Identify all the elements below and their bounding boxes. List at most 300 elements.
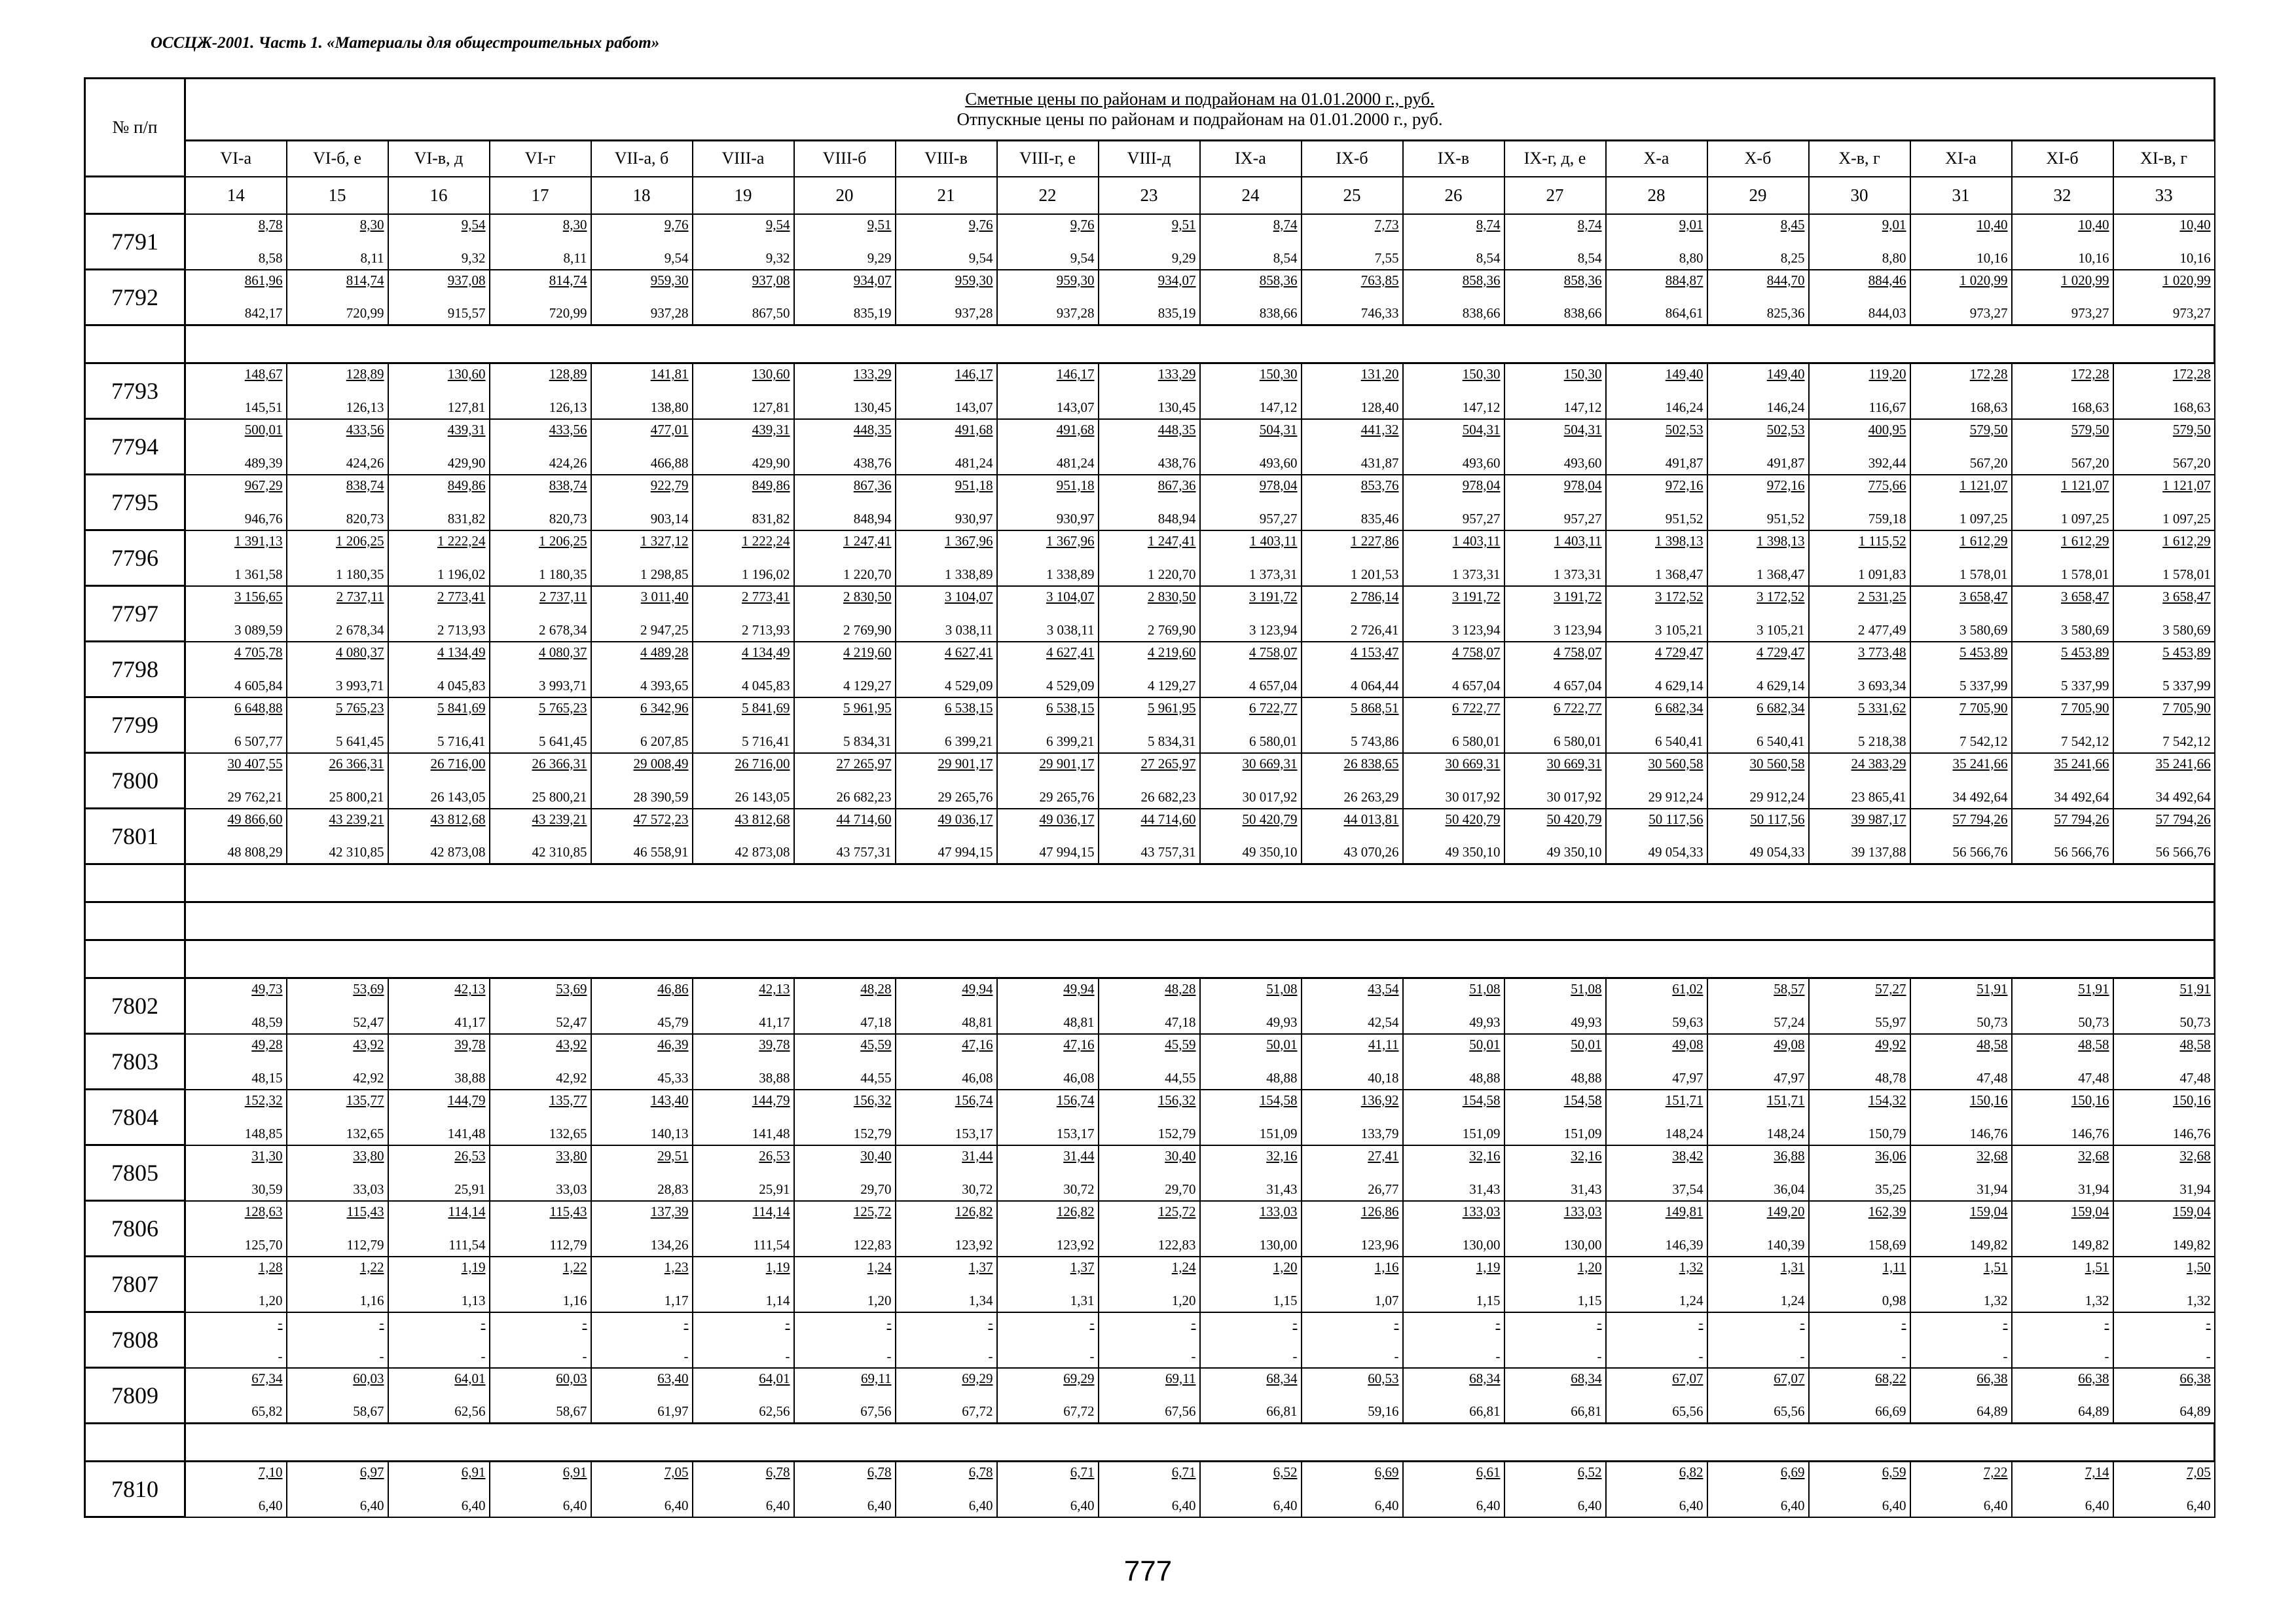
region-column-header: VIII-б <box>794 141 896 177</box>
price-cell <box>1504 1034 1606 1090</box>
estimate-price: 9,54 <box>461 216 486 232</box>
estimate-price: 853,76 <box>1360 477 1399 493</box>
price-cell <box>2012 1257 2113 1312</box>
release-price: 43 757,31 <box>836 844 892 860</box>
release-price: 3 089,59 <box>234 621 283 638</box>
price-cell <box>2113 1462 2215 1517</box>
release-price: 29,70 <box>1165 1181 1196 1197</box>
release-price: 29,70 <box>860 1181 892 1197</box>
price-cell <box>1403 214 1504 270</box>
release-price: 143,07 <box>955 399 993 415</box>
release-price: 61,97 <box>657 1403 689 1419</box>
estimate-price: - <box>1901 1314 1906 1331</box>
price-cell <box>1200 978 1302 1034</box>
price-cell <box>693 214 794 270</box>
estimate-price: 50,01 <box>1266 1036 1298 1052</box>
estimate-price: 5 331,62 <box>1858 699 1906 716</box>
price-cell <box>896 270 997 325</box>
estimate-price: 1 222,24 <box>742 532 790 549</box>
release-price: - <box>1495 1348 1501 1364</box>
table-row <box>85 1145 2215 1201</box>
estimate-price: 1 327,12 <box>640 532 689 549</box>
price-cell <box>1403 1201 1504 1257</box>
estimate-price: 151,71 <box>1665 1092 1704 1108</box>
price-cell <box>693 586 794 642</box>
estimate-price: 4 489,28 <box>640 644 689 660</box>
release-price: 1 097,25 <box>1959 510 2008 526</box>
estimate-price: 6 682,34 <box>1655 699 1704 716</box>
estimate-price: 838,74 <box>346 477 384 493</box>
estimate-price: 1,16 <box>1374 1259 1399 1275</box>
estimate-price: 32,68 <box>1977 1147 2008 1164</box>
release-price: 56 566,76 <box>2054 844 2109 860</box>
release-price: 424,26 <box>549 454 587 471</box>
price-cell <box>490 586 591 642</box>
price-cell <box>1707 586 1809 642</box>
price-cell <box>2113 363 2215 419</box>
release-price: - <box>1901 1348 1906 1364</box>
release-price: 930,97 <box>1056 510 1095 526</box>
price-cell <box>185 1090 287 1145</box>
estimate-price: 1 612,29 <box>2162 532 2211 549</box>
region-column-header: XI-б <box>2012 141 2113 177</box>
price-cell <box>997 1201 1099 1257</box>
estimate-price: 135,77 <box>346 1092 384 1108</box>
price-cell <box>1099 1257 1200 1312</box>
estimate-price: 69,29 <box>962 1370 993 1386</box>
estimate-price: 1,32 <box>1679 1259 1704 1275</box>
row-number: 7810 <box>85 1462 185 1517</box>
price-cell <box>1200 1201 1302 1257</box>
release-price: 42,92 <box>353 1069 384 1086</box>
estimate-price: - <box>785 1314 790 1331</box>
estimate-price: 50 117,56 <box>1750 811 1805 827</box>
release-price: 9,54 <box>1070 249 1095 266</box>
estimate-price: - <box>683 1314 689 1331</box>
release-price: 10,16 <box>2179 249 2211 266</box>
region-column-header: XI-а <box>1910 141 2012 177</box>
price-cell <box>896 1312 997 1368</box>
estimate-price: 69,29 <box>1063 1370 1095 1386</box>
price-cell <box>185 753 287 809</box>
release-price: 491,87 <box>1665 454 1704 471</box>
release-price: 42,92 <box>556 1069 587 1086</box>
release-price: 6 540,41 <box>1655 733 1704 749</box>
release-price: 147,12 <box>1259 399 1298 415</box>
release-price: 143,07 <box>1056 399 1095 415</box>
column-number-blank <box>85 177 185 214</box>
estimate-price: 49 036,17 <box>1039 811 1095 827</box>
estimate-price: 154,32 <box>1868 1092 1906 1108</box>
estimate-price: 149,40 <box>1766 366 1805 382</box>
price-cell <box>693 270 794 325</box>
price-cell <box>185 1257 287 1312</box>
price-cell <box>490 753 591 809</box>
estimate-price: 58,57 <box>1774 981 1805 997</box>
release-price: 26 263,29 <box>1343 788 1399 805</box>
release-price: 147,12 <box>1462 399 1501 415</box>
estimate-price: 502,53 <box>1665 421 1704 437</box>
estimate-price: 884,87 <box>1665 272 1704 288</box>
estimate-price: 1 115,52 <box>1858 532 1906 549</box>
estimate-price: 4 080,37 <box>336 644 384 660</box>
price-cell <box>388 978 490 1034</box>
price-cell <box>287 1034 388 1090</box>
release-price: 149,82 <box>1969 1236 2008 1253</box>
price-cell <box>1504 530 1606 586</box>
row-number: 7807 <box>85 1257 185 1312</box>
estimate-price: 504,31 <box>1259 421 1298 437</box>
estimate-price: 959,30 <box>955 272 993 288</box>
release-price: 957,27 <box>1259 510 1298 526</box>
estimate-price: 150,16 <box>1969 1092 2008 1108</box>
blank-row <box>85 1424 2215 1462</box>
release-price: 491,87 <box>1766 454 1805 471</box>
release-price: 62,56 <box>454 1403 486 1419</box>
price-cell <box>1809 753 1910 809</box>
price-cell <box>1200 214 1302 270</box>
release-price: 148,24 <box>1766 1125 1805 1141</box>
estimate-price: 6 538,15 <box>945 699 993 716</box>
price-cell <box>490 1368 591 1424</box>
release-price: 134,26 <box>650 1236 689 1253</box>
estimate-price: 146,17 <box>955 366 993 382</box>
release-price: 30,59 <box>251 1181 283 1197</box>
estimate-price: 47,16 <box>962 1036 993 1052</box>
estimate-price: 26 716,00 <box>430 755 486 771</box>
price-cell <box>1606 1145 1707 1201</box>
release-price: 1,15 <box>1273 1292 1298 1308</box>
estimate-price: 44 013,81 <box>1343 811 1399 827</box>
release-price: 26 143,05 <box>735 788 790 805</box>
release-price: 37,54 <box>1672 1181 1704 1197</box>
release-price: 838,66 <box>1462 305 1501 321</box>
estimate-price: 26,53 <box>759 1147 790 1164</box>
column-number: 16 <box>388 177 490 214</box>
estimate-price: 43,92 <box>556 1036 587 1052</box>
release-price: 5 834,31 <box>843 733 892 749</box>
price-cell <box>185 270 287 325</box>
estimate-price: 1,24 <box>1171 1259 1196 1275</box>
release-price: 65,82 <box>251 1403 283 1419</box>
release-price: - <box>988 1348 993 1364</box>
price-cell <box>591 642 693 697</box>
release-price: 8,11 <box>360 249 384 266</box>
release-price: 1 578,01 <box>1959 566 2008 582</box>
release-price: 1 180,35 <box>336 566 384 582</box>
estimate-price: 32,68 <box>2179 1147 2211 1164</box>
estimate-price: 49 036,17 <box>938 811 993 827</box>
blank-row-number <box>85 902 185 940</box>
release-price: 3 105,21 <box>1757 621 1805 638</box>
price-cell <box>1403 642 1504 697</box>
estimate-price: 50 420,79 <box>1546 811 1602 827</box>
price-cell <box>1099 1462 1200 1517</box>
estimate-price: - <box>1191 1314 1196 1331</box>
release-price: 46,08 <box>1063 1069 1095 1086</box>
release-price: 6,40 <box>867 1497 892 1513</box>
estimate-price: 49,94 <box>962 981 993 997</box>
estimate-price: 159,04 <box>2172 1203 2211 1219</box>
estimate-price: 1,51 <box>2085 1259 2109 1275</box>
estimate-price: 69,11 <box>1165 1370 1196 1386</box>
release-price: - <box>683 1348 689 1364</box>
price-cell <box>1606 642 1707 697</box>
row-number: 7796 <box>85 530 185 586</box>
release-price: 5 337,99 <box>2162 677 2211 693</box>
release-price: 35,25 <box>1875 1181 1906 1197</box>
release-price: 4 605,84 <box>234 677 283 693</box>
release-price: 6,40 <box>2085 1497 2109 1513</box>
column-number: 30 <box>1809 177 1910 214</box>
estimate-price: 477,01 <box>650 421 689 437</box>
release-price: 1 091,83 <box>1858 566 1906 582</box>
release-price: 4 657,04 <box>1452 677 1501 693</box>
release-price: 39 137,88 <box>1851 844 1906 860</box>
price-cell <box>1707 978 1809 1034</box>
release-price: 838,66 <box>1259 305 1298 321</box>
estimate-price: 68,34 <box>1571 1370 1602 1386</box>
price-cell <box>591 1312 693 1368</box>
price-cell <box>1099 1034 1200 1090</box>
table-row <box>85 809 2215 864</box>
estimate-price: 5 961,95 <box>843 699 892 716</box>
estimate-price: 8,74 <box>1577 216 1602 232</box>
estimate-price: 849,86 <box>752 477 790 493</box>
release-price: 130,45 <box>853 399 892 415</box>
estimate-price: - <box>1597 1314 1602 1331</box>
price-cell <box>2012 697 2113 753</box>
estimate-price: 57 794,26 <box>2054 811 2109 827</box>
region-column-header: VIII-г, е <box>997 141 1099 177</box>
estimate-price: 50 117,56 <box>1649 811 1704 827</box>
estimate-price: 2 737,11 <box>539 588 587 604</box>
estimate-price: 26 716,00 <box>735 755 790 771</box>
release-price: 9,32 <box>461 249 486 266</box>
release-price: 66,81 <box>1571 1403 1602 1419</box>
estimate-price: 3 191,72 <box>1249 588 1298 604</box>
price-cell <box>1200 1462 1302 1517</box>
estimate-price: 4 219,60 <box>843 644 892 660</box>
table-row <box>85 1090 2215 1145</box>
blank-row <box>85 864 2215 902</box>
column-number: 26 <box>1403 177 1504 214</box>
price-cell <box>896 753 997 809</box>
estimate-price: 27,41 <box>1368 1147 1399 1164</box>
estimate-price: 51,91 <box>2179 981 2211 997</box>
estimate-price: 867,36 <box>853 477 892 493</box>
estimate-price: 1 612,29 <box>1959 532 2008 549</box>
estimate-price: 133,03 <box>1462 1203 1501 1219</box>
release-price: 4 529,09 <box>1046 677 1095 693</box>
price-cell <box>997 1090 1099 1145</box>
row-number: 7806 <box>85 1201 185 1257</box>
estimate-price: 3 104,07 <box>1046 588 1095 604</box>
row-number: 7800 <box>85 753 185 809</box>
price-cell <box>388 363 490 419</box>
price-cell <box>1809 697 1910 753</box>
price-cell <box>794 530 896 586</box>
price-cell <box>1504 363 1606 419</box>
blank-row-number <box>85 940 185 978</box>
release-price: 58,67 <box>556 1403 587 1419</box>
price-cell <box>1809 475 1910 530</box>
price-cell <box>1504 1462 1606 1517</box>
estimate-price: 42,13 <box>454 981 486 997</box>
release-price: 4 045,83 <box>437 677 486 693</box>
price-cell <box>1910 697 2012 753</box>
release-price: 1 220,70 <box>843 566 892 582</box>
release-price: 111,54 <box>448 1236 486 1253</box>
estimate-price: 448,35 <box>853 421 892 437</box>
estimate-price: 48,28 <box>1165 981 1196 997</box>
estimate-price: 32,16 <box>1469 1147 1501 1164</box>
estimate-price: 1,20 <box>1273 1259 1298 1275</box>
release-price: 864,61 <box>1665 305 1704 321</box>
price-cell <box>185 809 287 864</box>
price-cell <box>1302 530 1403 586</box>
release-price: 29 265,76 <box>1039 788 1095 805</box>
price-cell <box>2113 530 2215 586</box>
estimate-price: 8,78 <box>258 216 283 232</box>
price-cell <box>1200 1368 1302 1424</box>
estimate-price: 68,22 <box>1875 1370 1906 1386</box>
price-cell <box>490 1034 591 1090</box>
release-price: 1,31 <box>1070 1292 1095 1308</box>
release-price: 67,56 <box>860 1403 892 1419</box>
price-cell <box>997 809 1099 864</box>
estimate-price: 45,59 <box>860 1036 892 1052</box>
release-price: 123,92 <box>1056 1236 1095 1253</box>
estimate-price: 4 153,47 <box>1351 644 1399 660</box>
price-cell <box>1809 642 1910 697</box>
estimate-price: 30 560,58 <box>1749 755 1805 771</box>
estimate-price: 959,30 <box>1056 272 1095 288</box>
price-cell <box>794 978 896 1034</box>
price-cell <box>1606 214 1707 270</box>
release-price: 903,14 <box>650 510 689 526</box>
row-number: 7792 <box>85 270 185 325</box>
price-cell <box>490 1201 591 1257</box>
estimate-price: 1 020,99 <box>2162 272 2211 288</box>
estimate-price: 3 172,52 <box>1655 588 1704 604</box>
region-column-header: VI-б, е <box>287 141 388 177</box>
release-price: 5 641,45 <box>539 733 587 749</box>
price-cell <box>1606 1201 1707 1257</box>
estimate-price: 150,16 <box>2172 1092 2211 1108</box>
price-cell <box>388 530 490 586</box>
price-cell <box>2113 1368 2215 1424</box>
price-cell <box>997 697 1099 753</box>
price-cell <box>1707 270 1809 325</box>
estimate-price: 8,30 <box>359 216 384 232</box>
release-price: 55,97 <box>1875 1014 1906 1030</box>
estimate-price: 154,58 <box>1563 1092 1602 1108</box>
estimate-price: 46,86 <box>657 981 689 997</box>
estimate-price: 4 627,41 <box>945 644 993 660</box>
release-price: 46 558,91 <box>633 844 689 860</box>
release-price: 1 361,58 <box>234 566 283 582</box>
release-price: 145,51 <box>244 399 283 415</box>
estimate-price: 6,97 <box>359 1464 384 1480</box>
price-cell <box>1504 475 1606 530</box>
estimate-price: 49 866,60 <box>227 811 283 827</box>
price-cell <box>1707 1368 1809 1424</box>
region-header-row <box>85 141 2215 177</box>
price-cell <box>1099 978 1200 1034</box>
release-price: 6 580,01 <box>1554 733 1602 749</box>
price-cell <box>1809 530 1910 586</box>
release-price: 957,27 <box>1563 510 1602 526</box>
price-cell <box>388 809 490 864</box>
estimate-price: 934,07 <box>1157 272 1196 288</box>
estimate-price: 150,30 <box>1462 366 1501 382</box>
estimate-price: 937,08 <box>447 272 486 288</box>
price-cell <box>287 363 388 419</box>
price-cell <box>794 1034 896 1090</box>
estimate-price: 6,71 <box>1070 1464 1095 1480</box>
price-cell <box>997 642 1099 697</box>
estimate-price: 7 705,90 <box>2162 699 2211 716</box>
estimate-price: 47 572,23 <box>633 811 689 827</box>
estimate-price: 53,69 <box>353 981 384 997</box>
estimate-price: 35 241,66 <box>1952 755 2008 771</box>
estimate-price: 579,50 <box>2071 421 2109 437</box>
estimate-price: - <box>379 1314 384 1331</box>
estimate-price: 36,06 <box>1875 1147 1906 1164</box>
row-number: 7801 <box>85 809 185 864</box>
release-price: 973,27 <box>2071 305 2109 321</box>
release-price: 493,60 <box>1462 454 1501 471</box>
estimate-price: 1,19 <box>461 1259 486 1275</box>
estimate-price: 951,18 <box>955 477 993 493</box>
estimate-price: 1 403,11 <box>1554 532 1602 549</box>
estimate-price: 156,74 <box>1056 1092 1095 1108</box>
estimate-price: 1 222,24 <box>437 532 486 549</box>
column-number: 23 <box>1099 177 1200 214</box>
release-price: - <box>1800 1348 1805 1364</box>
price-cell <box>896 697 997 753</box>
estimate-price: 8,30 <box>562 216 587 232</box>
price-cell <box>287 1090 388 1145</box>
price-cell <box>1403 978 1504 1034</box>
column-number: 19 <box>693 177 794 214</box>
column-number: 18 <box>591 177 693 214</box>
estimate-price: 858,36 <box>1563 272 1602 288</box>
estimate-price: 49,92 <box>1875 1036 1906 1052</box>
table-row <box>85 753 2215 809</box>
release-price: 41,17 <box>759 1014 790 1030</box>
region-column-header: VI-г <box>490 141 591 177</box>
estimate-price: 9,01 <box>1882 216 1906 232</box>
estimate-price: 66,38 <box>1977 1370 2008 1386</box>
price-cell <box>1302 270 1403 325</box>
estimate-price: 814,74 <box>346 272 384 288</box>
release-price: 43 757,31 <box>1140 844 1196 860</box>
release-price: 31,94 <box>2179 1181 2211 1197</box>
estimate-price: 491,68 <box>1056 421 1095 437</box>
estimate-price: 9,54 <box>765 216 790 232</box>
estimate-price: 128,63 <box>244 1203 283 1219</box>
estimate-price: 1 403,11 <box>1249 532 1298 549</box>
release-price: 6,40 <box>765 1497 790 1513</box>
estimate-price: 922,79 <box>650 477 689 493</box>
estimate-price: 133,29 <box>853 366 892 382</box>
price-cell <box>997 1312 1099 1368</box>
price-cell <box>287 419 388 475</box>
release-price: 6,40 <box>2186 1497 2211 1513</box>
estimate-price: 150,30 <box>1259 366 1298 382</box>
